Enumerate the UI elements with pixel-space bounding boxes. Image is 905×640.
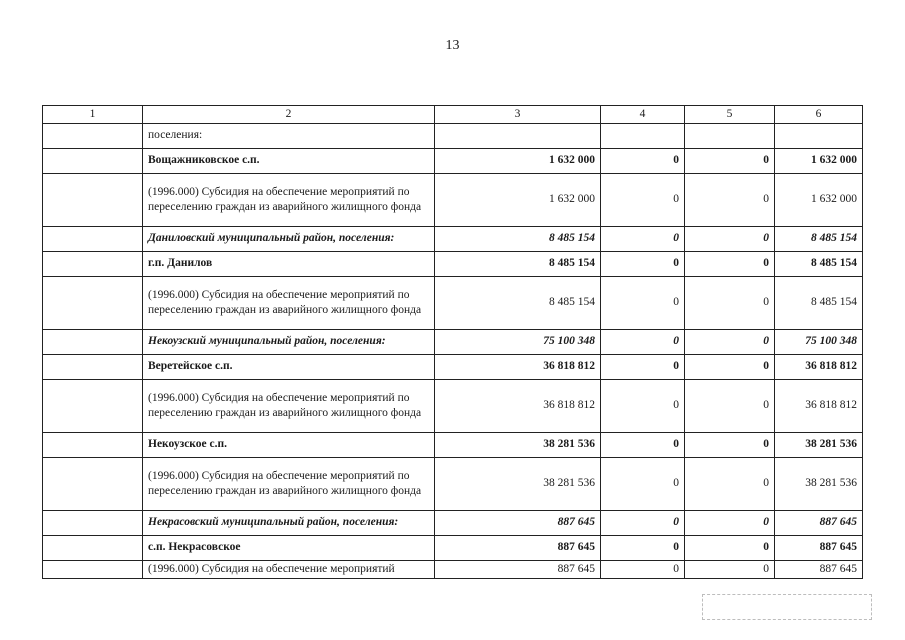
cell-amount: 8 485 154 [775,276,863,329]
column-header: 6 [775,106,863,124]
cell-amount [435,123,601,148]
cell-amount: 36 818 812 [775,354,863,379]
cell-amount: 0 [601,535,685,560]
table-row [43,148,863,173]
cell-amount: 38 281 536 [435,432,601,457]
cell-index [43,276,143,329]
cell-amount: 0 [601,510,685,535]
cell-amount: 887 645 [435,535,601,560]
cell-amount [775,123,863,148]
cell-description: (1996.000) Субсидия на обеспечение мероприятий по переселению граждан из аварийного жилищного фонда [143,379,435,432]
column-header: 4 [601,106,685,124]
table-row [43,276,863,329]
cell-amount: 8 485 154 [435,276,601,329]
cell-index [43,510,143,535]
cell-description: Некоузский муниципальный район, поселения: [143,329,435,354]
cell-amount: 1 632 000 [775,148,863,173]
table-row [43,251,863,276]
cell-amount: 0 [601,432,685,457]
cell-amount: 1 632 000 [775,173,863,226]
cell-amount: 0 [601,173,685,226]
cell-description: Даниловский муниципальный район, поселения: [143,226,435,251]
cell-index [43,560,143,578]
cell-amount: 0 [601,276,685,329]
table-row [43,510,863,535]
cell-amount: 0 [685,379,775,432]
cell-description: (1996.000) Субсидия на обеспечение мероприятий по переселению граждан из аварийного жилищного фонда [143,457,435,510]
cell-index [43,173,143,226]
page-number: 13 [445,38,460,53]
cell-amount: 0 [601,457,685,510]
cell-amount: 887 645 [775,560,863,578]
cell-description: Некоузское с.п. [143,432,435,457]
cell-description: г.п. Данилов [143,251,435,276]
table-row [43,173,863,226]
cell-amount: 887 645 [775,535,863,560]
cell-amount: 36 818 812 [775,379,863,432]
table-row [43,226,863,251]
cell-amount: 0 [685,173,775,226]
cell-index [43,123,143,148]
cell-amount: 0 [601,379,685,432]
cell-amount: 38 281 536 [775,432,863,457]
cell-index [43,354,143,379]
cell-amount: 0 [685,148,775,173]
cell-amount: 0 [601,354,685,379]
cell-amount: 0 [601,329,685,354]
cell-index [43,329,143,354]
cell-amount: 1 632 000 [435,148,601,173]
table-row [43,432,863,457]
cell-amount: 0 [685,535,775,560]
cell-amount: 0 [685,457,775,510]
cell-amount: 0 [685,354,775,379]
table-row [43,354,863,379]
table-row [43,123,863,148]
cell-amount: 8 485 154 [775,226,863,251]
cell-index [43,148,143,173]
cell-amount: 8 485 154 [435,226,601,251]
cell-amount: 1 632 000 [435,173,601,226]
column-header: 3 [435,106,601,124]
cell-index [43,379,143,432]
column-header: 5 [685,106,775,124]
column-header: 1 [43,106,143,124]
cell-amount: 8 485 154 [775,251,863,276]
cell-amount: 0 [685,226,775,251]
cell-description: (1996.000) Субсидия на обеспечение мероприятий [143,560,435,578]
cell-description: Веретейское с.п. [143,354,435,379]
cell-amount: 0 [685,560,775,578]
cell-amount [685,123,775,148]
cell-amount: 38 281 536 [435,457,601,510]
cell-index [43,432,143,457]
cell-amount: 38 281 536 [775,457,863,510]
table-row [43,560,863,578]
cell-amount: 0 [685,276,775,329]
cell-amount: 0 [685,510,775,535]
cell-amount: 887 645 [435,560,601,578]
column-header: 2 [143,106,435,124]
cell-amount: 36 818 812 [435,379,601,432]
cell-amount: 0 [685,432,775,457]
cell-amount: 36 818 812 [435,354,601,379]
cell-description: поселения: [143,123,435,148]
table-row [43,379,863,432]
cell-amount: 887 645 [435,510,601,535]
cell-amount: 8 485 154 [435,251,601,276]
table-row [43,329,863,354]
cell-amount: 0 [601,560,685,578]
cell-index [43,251,143,276]
cell-description: с.п. Некрасовское [143,535,435,560]
cell-amount: 887 645 [775,510,863,535]
cell-amount: 75 100 348 [775,329,863,354]
table-header-row [43,106,863,124]
table-row [43,535,863,560]
cell-index [43,226,143,251]
cell-amount: 0 [601,226,685,251]
cell-index [43,535,143,560]
cell-description: Некрасовский муниципальный район, поселения: [143,510,435,535]
cell-amount: 0 [685,329,775,354]
cell-amount: 0 [685,251,775,276]
budget-table [42,105,863,579]
cell-description: (1996.000) Субсидия на обеспечение мероприятий по переселению граждан из аварийного жилищного фонда [143,276,435,329]
cell-amount: 0 [601,148,685,173]
cell-description: Вощажниковское с.п. [143,148,435,173]
cell-amount: 75 100 348 [435,329,601,354]
table-row [43,457,863,510]
cell-index [43,457,143,510]
cell-description: (1996.000) Субсидия на обеспечение мероприятий по переселению граждан из аварийного жилищного фонда [143,173,435,226]
faded-stamp [702,594,872,620]
cell-amount [601,123,685,148]
cell-amount: 0 [601,251,685,276]
